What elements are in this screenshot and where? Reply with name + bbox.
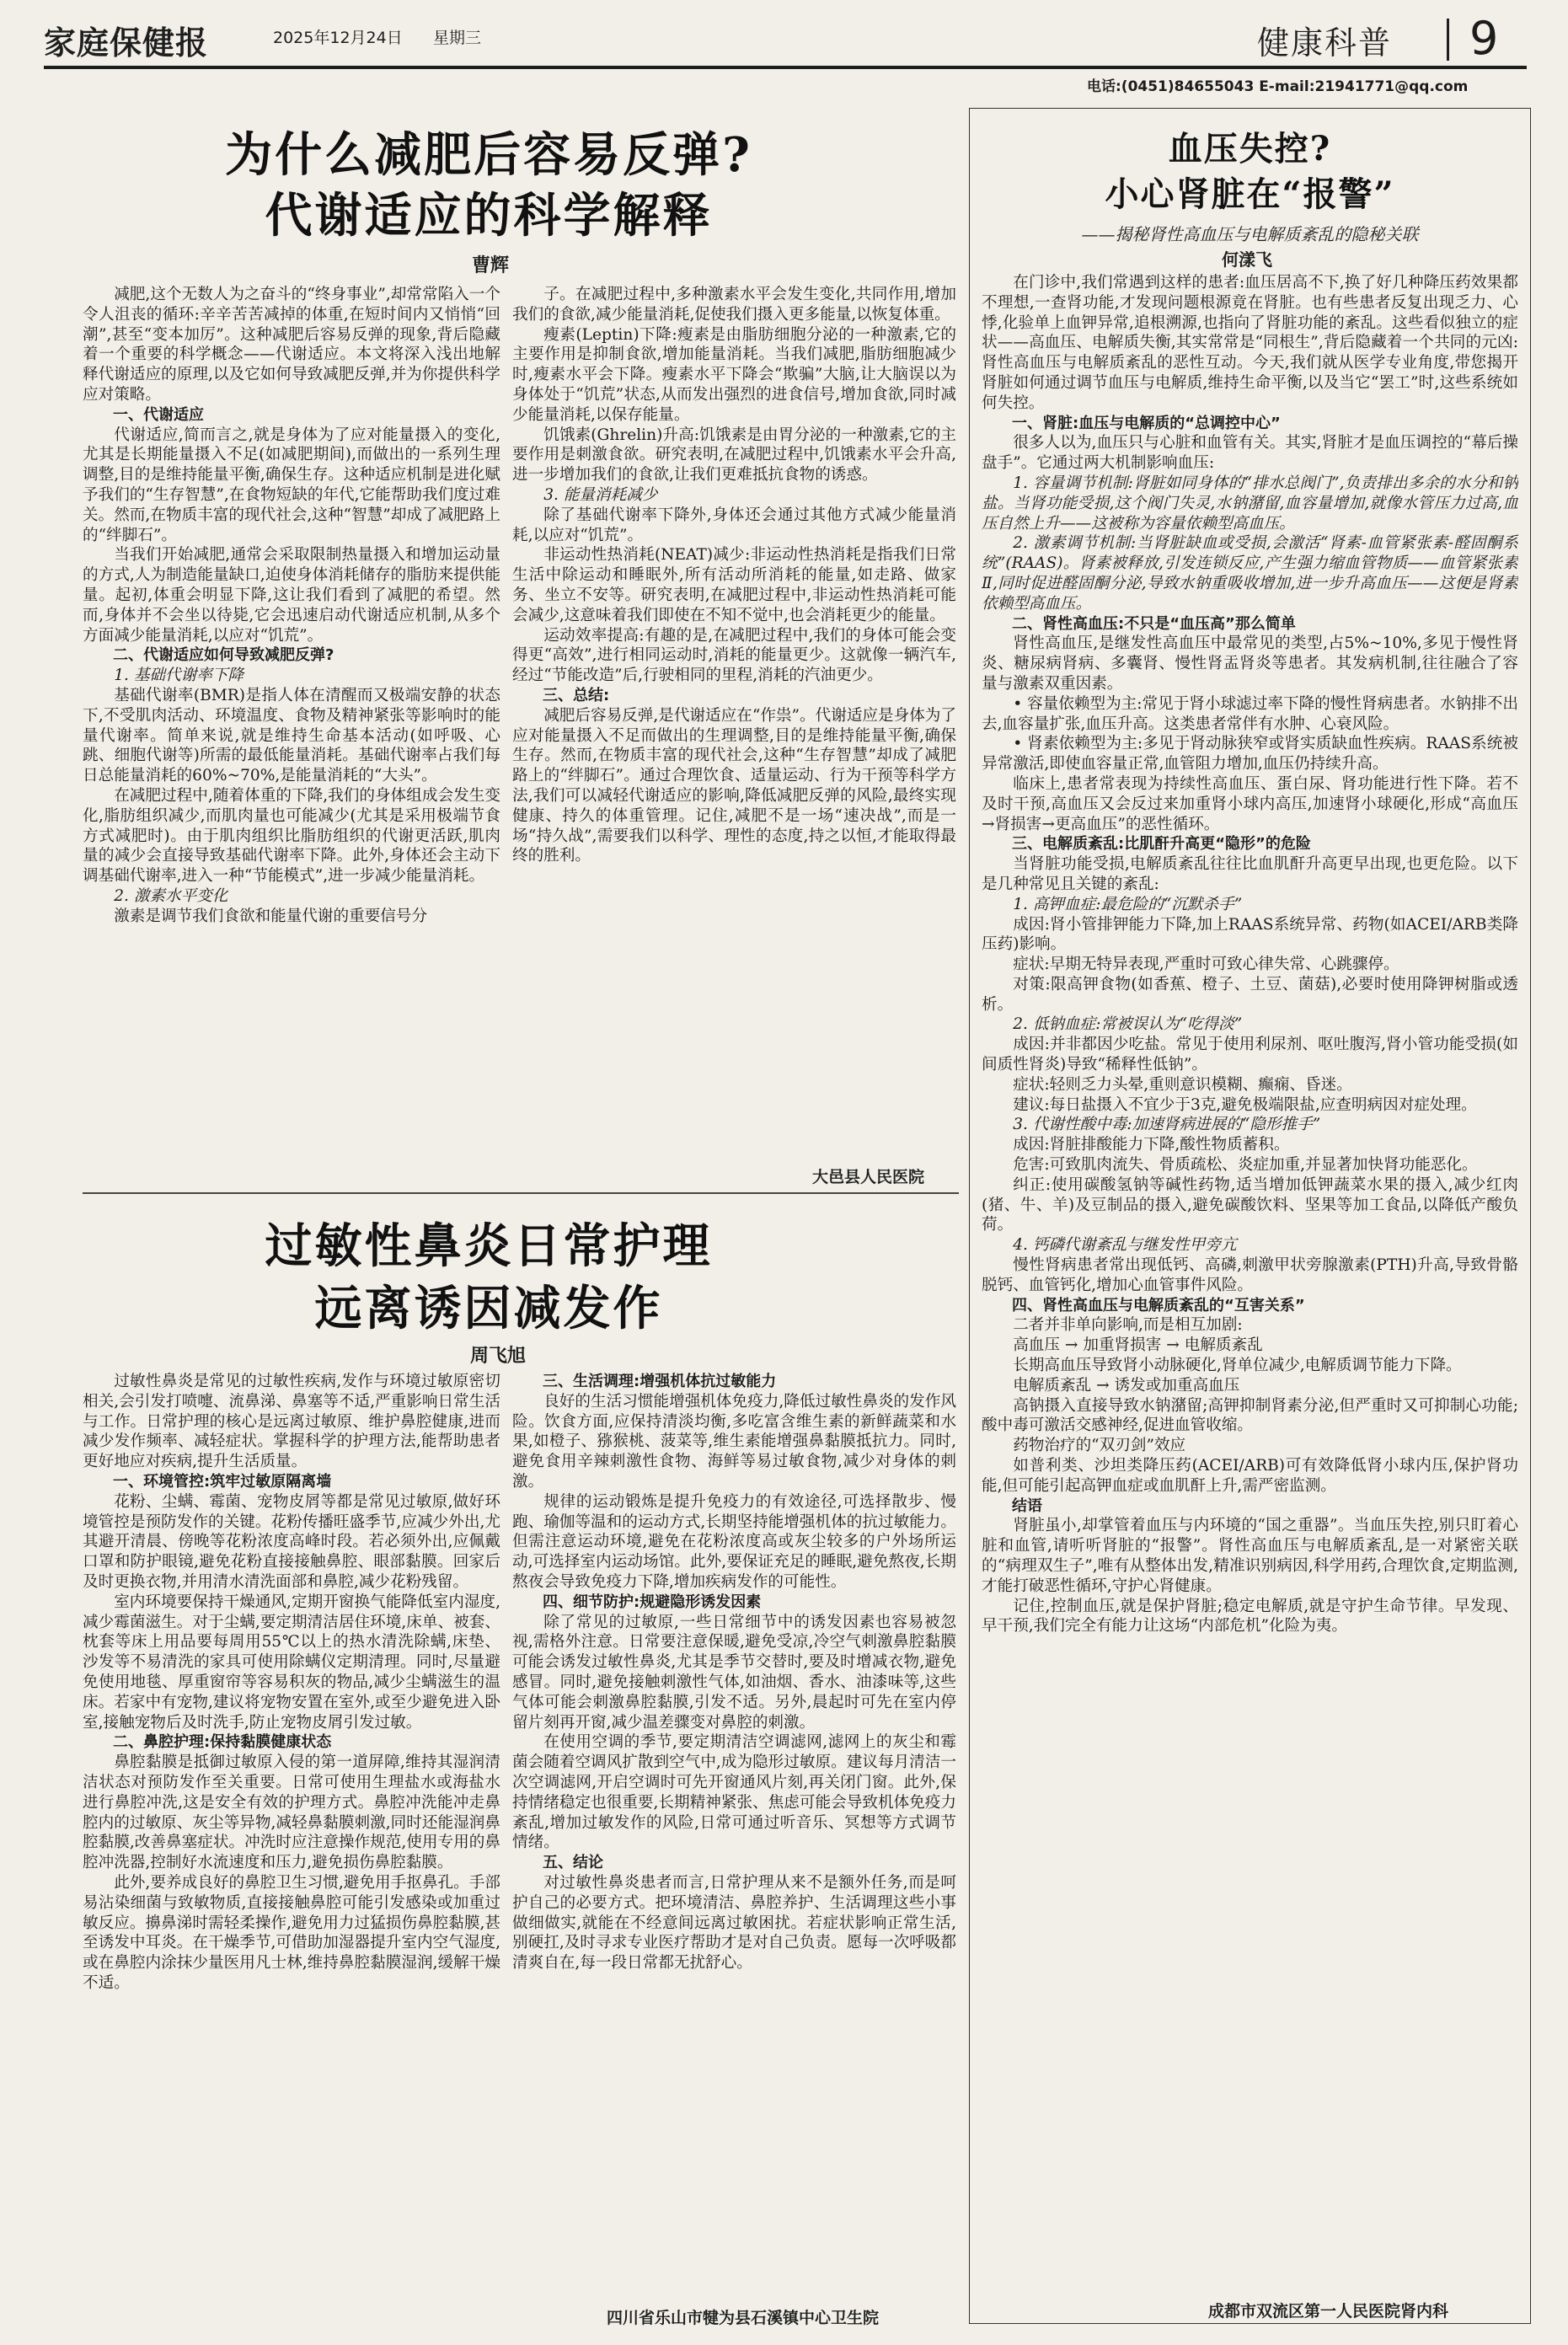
paragraph: 对过敏性鼻炎患者而言,日常护理从来不是额外任务,而是呵护自己的必要方式。把环境清洁、鼻腔养护、生活调理这些小事做细做实,就能在不经意间远离过敏困扰。若症状影响正常生活,别硬扛,及时寻求专业医疗帮助才是对自己负责。愿每一次呼吸都清爽自在,每一段日常都无扰舒心。 (512, 1873, 956, 1973)
subsection-heading: 1. 基础代谢率下降 (114, 667, 243, 685)
paragraph: 如普利类、沙坦类降压药(ACEI/ARB)可有效降低肾小球内压,保护肾功能,但可能引起高钾血症或血肌酐上升,需严密监测。 (982, 1457, 1518, 1495)
page-number: 9 (1469, 12, 1499, 65)
article2-author: 周飞旭 (470, 1345, 527, 1367)
article1-column-right (512, 285, 956, 1182)
section-heading: 一、环境管控:筑牢过敏原隔离墙 (113, 1472, 332, 1491)
paragraph: 在门诊中,我们常遇到这样的患者:血压居高不下,换了好几种降压药效果都不理想,一查肾功能,才发现问题根源竟在肾脏。也有些患者反复出现乏力、心悸,化验单上血钾异常,追根溯源,也指向了肾脏功能的紊乱。这些看似独立的症状——高血压、电解质失衡,其实常常是“同根生”,背后隐藏着一个共同的元凶:肾性高血压与电解质紊乱的恶性互动。今天,我们就从医学专业角度,带您揭开肾脏如何通过调节血压与电解质,维持生命平衡,以及当它“罢工”时,这些系统如何失控。 (982, 274, 1518, 412)
paragraph: 成因:并非都因少吃盐。常见于使用利尿剂、呕吐腹泻,肾小管功能受损(如间质性肾炎)导致“稀释性低钠”。 (982, 1036, 1518, 1074)
paragraph: 慢性肾病患者常出现低钙、高磷,刺激甲状旁腺激素(PTH)升高,导致骨骼脱钙、血管钙化,增加心血管事件风险。 (982, 1256, 1518, 1294)
paragraph: 成因:肾小管排钾能力下降,加上RAAS系统异常、药物(如ACEI/ARB类降压药)影响。 (982, 915, 1518, 954)
section-heading: 一、肾脏:血压与电解质的“总调控中心” (1012, 414, 1281, 432)
article2-column-left (83, 1372, 500, 2324)
paragraph: 运动效率提高:有趣的是,在减肥过程中,我们的身体可能会变得更“高效”,进行相同运动时,消耗的能量更少。这就像一辆汽车,经过“节能改造”后,行驶相同的里程,消耗的汽油更少。 (512, 626, 956, 685)
section-heading: 三、总结: (543, 686, 610, 704)
paragraph: 对策:限高钾食物(如香蕉、橙子、土豆、菌菇),必要时使用降钾树脂或透析。 (982, 975, 1518, 1014)
paragraph: 除了常见的过敏原,一些日常细节中的诱发因素也容易被忽视,需格外注意。日常要注意保暖,避免受凉,冷空气刺激鼻腔黏膜可能会诱发过敏性鼻炎,尤其是季节交替时,要及时增减衣物,避免感冒。同时,避免接触刺激性气体,如油烟、香水、油漆味等,这些气体可能会刺激鼻腔黏膜,引发不适。另外,晨起时可先在室内停留片刻再开窗,减少温差骤变对鼻腔的刺激。 (512, 1613, 956, 1732)
paragraph: 症状:轻则乏力头晕,重则意识模糊、癫痫、昏迷。 (1013, 1075, 1352, 1094)
section-heading: 五、结论 (543, 1854, 603, 1872)
masthead (44, 12, 1527, 65)
paragraph: 肾性高血压,是继发性高血压中最常见的类型,占5%~10%,多见于慢性肾炎、糖尿病肾病、多囊肾、慢性肾盂肾炎等患者。其发病机制,往往融合了容量与激素双重因素。 (982, 634, 1518, 693)
article3-title-line1: 血压失控? (1168, 129, 1332, 169)
article-divider (83, 1192, 959, 1194)
subsection-heading: 2. 低钠血症:常被误认为“吃得淡” (1013, 1015, 1243, 1034)
section-heading: 二、代谢适应如何导致减肥反弹? (113, 646, 334, 665)
article3-author: 何漾飞 (1222, 249, 1272, 270)
section-heading: 三、电解质紊乱:比肌酐升高更“隐形”的危险 (1012, 835, 1311, 854)
paragraph: 很多人以为,血压只与心脏和血管有关。其实,肾脏才是血压调控的“幕后操盘手”。它通过两大机制影响血压: (982, 434, 1518, 473)
paragraph: 基础代谢率(BMR)是指人体在清醒而又极端安静的状态下,不受肌肉活动、环境温度、食物及精神紧张等影响时的能量代谢率。简单来说,就是维持生命基本活动(如呼吸、心跳、细胞代谢等)所需的最低能量消耗。基础代谢率占我们每日总能量消耗的60%~70%,是能量消耗的“大头”。 (83, 686, 500, 785)
article3-title (977, 126, 1523, 217)
paragraph: 药物治疗的“双刃剑”效应 (1013, 1437, 1186, 1455)
paragraph: 纠正:使用碳酸氢钠等碱性药物,适当增加低钾蔬菜水果的摄入,减少红肉(猪、牛、羊)及豆制品的摄入,避免碳酸饮料、坚果等加工食品,以降低产酸负荷。 (982, 1175, 1518, 1234)
paragraph: 除了基础代谢率下降外,身体还会通过其他方式减少能量消耗,以应对“饥荒”。 (512, 506, 956, 544)
paragraph: 长期高血压导致肾小动脉硬化,肾单位减少,电解质调节能力下降。 (1013, 1357, 1462, 1375)
subsection-heading: 4. 钙磷代谢紊乱与继发性甲旁亢 (1013, 1236, 1237, 1255)
paragraph: 危害:可致肌肉流失、骨质疏松、炎症加重,并显著加快肾功能恶化。 (1013, 1156, 1478, 1175)
section-heading: 二、鼻腔护理:保持黏膜健康状态 (113, 1733, 332, 1752)
paragraph: • 容量依赖型为主:常见于肾小球滤过率下降的慢性肾病患者。水钠排不出去,血容量扩张,血压升高。这类患者常伴有水肿、心衰风险。 (982, 694, 1518, 733)
paragraph: 二者并非单向影响,而是相互加剧: (1013, 1316, 1243, 1335)
article3-signature: 成都市双流区第一人民医院肾内科 (1208, 2302, 1449, 2321)
article3-body (982, 273, 1518, 2283)
paragraph: 临床上,患者常表现为持续性高血压、蛋白尿、肾功能进行性下降。若不及时干预,高血压又会反过来加重肾小球内高压,加速肾小球硬化,形成“高血压→肾损害→更高血压”的恶性循环。 (982, 774, 1518, 833)
paragraph: 子。在减肥过程中,多种激素水平会发生变化,共同作用,增加我们的食欲,减少能量消耗,促使我们摄入更多能量,以恢复体重。 (512, 286, 956, 324)
masthead-rule (44, 66, 1527, 69)
paragraph: 饥饿素(Ghrelin)升高:饥饿素是由胃分泌的一种激素,它的主要作用是刺激食欲。研究表明,在减肥过程中,饥饿素水平会升高,进一步增加我们的食欲,让我们更难抵抗食物的诱惑。 (512, 426, 956, 485)
paragraph: 肾脏虽小,却掌管着血压与内环境的“国之重器”。当血压失控,别只盯着心脏和血管,请听听肾脏的“报警”。肾性高血压与电解质紊乱,是一对紧密关联的“病理双生子”,唯有从整体出发,精准识别病因,科学用药,合理饮食,定期监测,才能打破恶性循环,守护心肾健康。 (982, 1517, 1518, 1595)
paragraph: 非运动性热消耗(NEAT)减少:非运动性热消耗是指我们日常生活中除运动和睡眠外,所有活动所消耗的能量,如走路、做家务、坐立不安等。研究表明,在减肥过程中,非运动性热消耗可能会减少,这意味着我们即使在不知不觉中,也会消耗更少的能量。 (512, 546, 956, 624)
section-heading: 四、肾性高血压与电解质紊乱的“互害关系” (1012, 1296, 1305, 1314)
paragraph: 此外,要养成良好的鼻腔卫生习惯,避免用手抠鼻孔。手部易沾染细菌与致敏物质,直接接触鼻腔可能引发感染或加重过敏反应。擤鼻涕时需轻柔操作,避免用力过猛损伤鼻腔黏膜,甚至诱发中耳炎。在干燥季节,可借助加湿器提升室内空气湿度,或在鼻腔内涂抹少量医用凡士林,维持鼻腔黏膜湿润,缓解干燥不适。 (83, 1873, 500, 1992)
paragraph: 电解质紊乱 → 诱发或加重高血压 (1013, 1376, 1240, 1395)
paragraph: 室内环境要保持干燥通风,定期开窗换气能降低室内湿度,减少霉菌滋生。对于尘螨,要定期清洁居住环境,床单、被套、枕套等床上用品要每周用55℃以上的热水清洗除螨,床垫、沙发等不易清洗的家具可使用除螨仪定期清理。同时,尽量避免使用地毯、厚重窗帘等容易积灰的物品,减少尘螨滋生的温床。若家中有宠物,建议将宠物安置在室外,或至少避免进入卧室,接触宠物后及时洗手,防止宠物皮屑引发过敏。 (83, 1593, 500, 1732)
article2-title (126, 1215, 851, 1340)
paragraph: 当肾脏功能受损,电解质紊乱往往比血肌酐升高更早出现,也更危险。以下是几种常见且关键的紊乱: (982, 855, 1518, 893)
section-heading: 一、代谢适应 (113, 405, 204, 424)
issue-weekday: 星期三 (433, 29, 482, 47)
article1-title-line2: 代谢适应的科学解释 (265, 188, 713, 244)
article2-title-line2: 远离诱因减发作 (314, 1281, 663, 1336)
paragraph: 激素是调节我们食欲和能量代谢的重要信号分 (114, 907, 428, 925)
paragraph: 代谢适应,简而言之,就是身体为了应对能量摄入的变化,尤其是长期能量摄入不足(如减肥期间),而做出的一系列生理调整,目的是维持能量平衡,确保生存。这种适应机制是进化赋予我们的“生存智慧”,在食物短缺的年代,它能帮助我们度过难关。然而,在物质丰富的现代社会,这种“智慧”却成了减肥路上的“绊脚石”。 (83, 426, 500, 544)
subsection-heading: 3. 能量消耗减少 (543, 485, 658, 504)
subsection-heading: 3. 代谢性酸中毒:加速肾病进展的“隐形推手” (1013, 1116, 1321, 1134)
issue-date: 2025年12月24日 (273, 29, 403, 47)
paragraph: 高钠摄入直接导致水钠潴留;高钾抑制肾素分泌,但严重时又可抑制心功能;酸中毒可激活交感神经,促进血管收缩。 (982, 1396, 1518, 1435)
article3-subtitle: ——揭秘肾性高血压与电解质紊乱的隐秘关联 (1081, 224, 1419, 244)
article1-title-line1: 为什么减肥后容易反弹? (225, 127, 752, 183)
section-heading: 三、生活调理:增强机体抗过敏能力 (543, 1373, 777, 1390)
newspaper-title: 家庭保健报 (44, 24, 209, 62)
section-heading: 四、细节防护:规避隐形诱发因素 (543, 1593, 762, 1611)
subsection-heading: 2. 激素水平变化 (114, 886, 228, 905)
paragraph: 减肥后容易反弹,是代谢适应在“作祟”。代谢适应是身体为了应对能量摄入不足而做出的生理调整,目的是维持能量平衡,确保生存。然而,在物质丰富的现代社会,这种“生存智慧”却成了减肥路上的“绊脚石”。通过合理饮食、适量运动、行为干预等科学方法,我们可以减轻代谢适应的影响,降低减肥反弹的风险,最终实现健康、持久的体重管理。记住,减肥不是一场“速决战”,而是一场“持久战”,需要我们以科学、理性的态度,持之以恒,才能取得最终的胜利。 (512, 706, 956, 865)
paragraph: 成因:肾脏排酸能力下降,酸性物质蓄积。 (1013, 1136, 1290, 1154)
paragraph: 花粉、尘螨、霉菌、宠物皮屑等都是常见过敏原,做好环境管控是预防发作的关键。花粉传播旺盛季节,应减少外出,尤其避开清晨、傍晚等花粉浓度高峰时段。若必须外出,应佩戴口罩和防护眼镜,避免花粉直接接触鼻腔、眼部黏膜。回家后及时更换衣物,并用清水清洗面部和鼻腔,减少花粉残留。 (83, 1492, 500, 1591)
section-divider (1447, 19, 1449, 61)
subsection-heading: 2. 激素调节机制:当肾脏缺血或受损,会激活“肾素-血管紧张素-醛固酮系统”(RAAS)。肾素被释放,引发连锁反应,产生强力缩血管物质——血管紧张素Ⅱ,同时促进醛固酮分泌,导致水钠重吸收增加,进一步升高血压——这便是肾素依赖型高血压。 (982, 534, 1518, 613)
subsection-heading: 1. 容量调节机制:肾脏如同身体的“排水总阀门”,负责排出多余的水分和钠盐。当肾功能受损,这个阀门失灵,水钠潴留,血容量增加,就像水管压力过高,血压自然上升——这被称为容量依赖型高血压。 (982, 474, 1518, 533)
article2-signature: 四川省乐山市犍为县石溪镇中心卫生院 (607, 2309, 880, 2327)
section-heading: 结语 (1012, 1496, 1042, 1515)
section-heading: 二、肾性高血压:不只是“血压高”那么简单 (1012, 614, 1296, 633)
paragraph: 建议:每日盐摄入不宜少于3克,避免极端限盐,应查明病因对症处理。 (1013, 1095, 1477, 1114)
paragraph: 过敏性鼻炎是常见的过敏性疾病,发作与环境过敏原密切相关,会引发打喷嚏、流鼻涕、鼻塞等不适,严重影响日常生活与工作。日常护理的核心是远离过敏原、维护鼻腔健康,进而减少发作频率、减轻症状。掌握科学的护理方法,能帮助患者更好地应对疾病,提升生活质量。 (83, 1373, 500, 1471)
paragraph: 减肥,这个无数人为之奋斗的“终身事业”,却常常陷入一个令人沮丧的循环:辛辛苦苦减掉的体重,在短时间内又悄悄“回潮”,甚至“变本加厉”。这种减肥后容易反弹的现象,背后隐藏着一个重要的科学概念——代谢适应。本文将深入浅出地解释代谢适应的原理,以及它如何导致减肥反弹,并为你提供科学应对策略。 (83, 286, 500, 404)
paragraph: 当我们开始减肥,通常会采取限制热量摄入和增加运动量的方式,人为制造能量缺口,迫使身体消耗储存的脂肪来提供能量。起初,体重会明显下降,这让我们看到了减肥的希望。然而,身体并不会坐以待毙,它会迅速启动代谢适应机制,从多个方面减少能量消耗,以应对“饥荒”。 (83, 546, 500, 645)
paragraph: 规律的运动锻炼是提升免疫力的有效途径,可选择散步、慢跑、瑜伽等温和的运动方式,长期坚持能增强机体的抗过敏能力。但需注意运动环境,避免在花粉浓度高或灰尘较多的户外场所运动,可选择室内运动场馆。此外,要保证充足的睡眠,避免熬夜,长期熬夜会导致免疫力下降,增加疾病发作的可能性。 (512, 1492, 956, 1591)
paragraph: 高血压 → 加重肾损害 → 电解质紊乱 (1013, 1336, 1263, 1355)
contact-line: 电话:(0451)84655043 E-mail:21941771@qq.com (1087, 78, 1469, 95)
paragraph: 在减肥过程中,随着体重的下降,我们的身体组成会发生变化,脂肪组织减少,而肌肉量也可能减少(尤其是采用极端节食方式减肥时)。由于肌肉组织比脂肪组织的代谢更活跃,肌肉量的减少会直接导致基础代谢率下降。此外,身体还会主动下调基础代谢率,进入一种“节能模式”,进一步减少能量消耗。 (83, 786, 500, 886)
article1-author: 曹辉 (472, 254, 510, 276)
section-title: 健康科普 (1257, 24, 1393, 62)
article2-column-right (512, 1372, 956, 2297)
paragraph: 在使用空调的季节,要定期清洁空调滤网,滤网上的灰尘和霉菌会随着空调风扩散到空气中,成为隐形过敏原。建议每月清洁一次空调滤网,开启空调时可先开窗通风片刻,再关闭门窗。此外,保持情绪稳定也很重要,长期精神紧张、焦虑可能会导致机体免疫力紊乱,增加过敏发作的风险,日常可通过听音乐、冥想等方式调节情绪。 (512, 1733, 956, 1852)
paragraph: 症状:早期无特异表现,严重时可致心律失常、心跳骤停。 (1013, 956, 1399, 974)
paragraph: 记住,控制血压,就是保护肾脏;稳定电解质,就是守护生命节律。早发现、早干预,我们完全有能力让这场“内部危机”化险为夷。 (982, 1597, 1518, 1636)
article1-title (126, 125, 851, 246)
article2-title-line1: 过敏性鼻炎日常护理 (265, 1218, 713, 1274)
paragraph: 瘦素(Leptin)下降:瘦素是由脂肪细胞分泌的一种激素,它的主要作用是抑制食欲,增加能量消耗。当我们减肥,脂肪细胞减少时,瘦素水平会下降。瘦素水平下降会“欺骗”大脑,让大脑误以为身体处于“饥荒”状态,从而发出强烈的进食信号,增加食欲,同时减少能量消耗,以保存能量。 (512, 325, 956, 424)
subsection-heading: 1. 高钾血症:最危险的“沉默杀手” (1013, 895, 1243, 913)
paragraph: 鼻腔黏膜是抵御过敏原入侵的第一道屏障,维持其湿润清洁状态对预防发作至关重要。日常可使用生理盐水或海盐水进行鼻腔冲洗,这是安全有效的护理方式。鼻腔冲洗能冲走鼻腔内的过敏原、灰尘等异物,减轻鼻黏膜刺激,同时还能湿润鼻腔黏膜,改善鼻塞症状。冲洗时应注意操作规范,使用专用的鼻腔冲洗器,控制好水流速度和压力,避免损伤鼻腔黏膜。 (83, 1753, 500, 1872)
paragraph: 良好的生活习惯能增强机体免疫力,降低过敏性鼻炎的发作风险。饮食方面,应保持清淡均衡,多吃富含维生素的新鲜蔬菜和水果,如橙子、猕猴桃、菠菜等,维生素能增强鼻黏膜抵抗力。同时,避免食用辛辣刺激性食物、海鲜等易过敏食物,减少对身体的刺激。 (512, 1392, 956, 1491)
article3-title-line2: 小心肾脏在“报警” (1105, 174, 1395, 214)
article1-column-left (83, 285, 500, 1182)
paragraph: • 肾素依赖型为主:多见于肾动脉狭窄或肾实质缺血性疾病。RAAS系统被异常激活,即使血容量正常,血管阻力增加,血压仍持续升高。 (982, 735, 1518, 774)
article1-signature: 大邑县人民医院 (812, 1168, 925, 1186)
